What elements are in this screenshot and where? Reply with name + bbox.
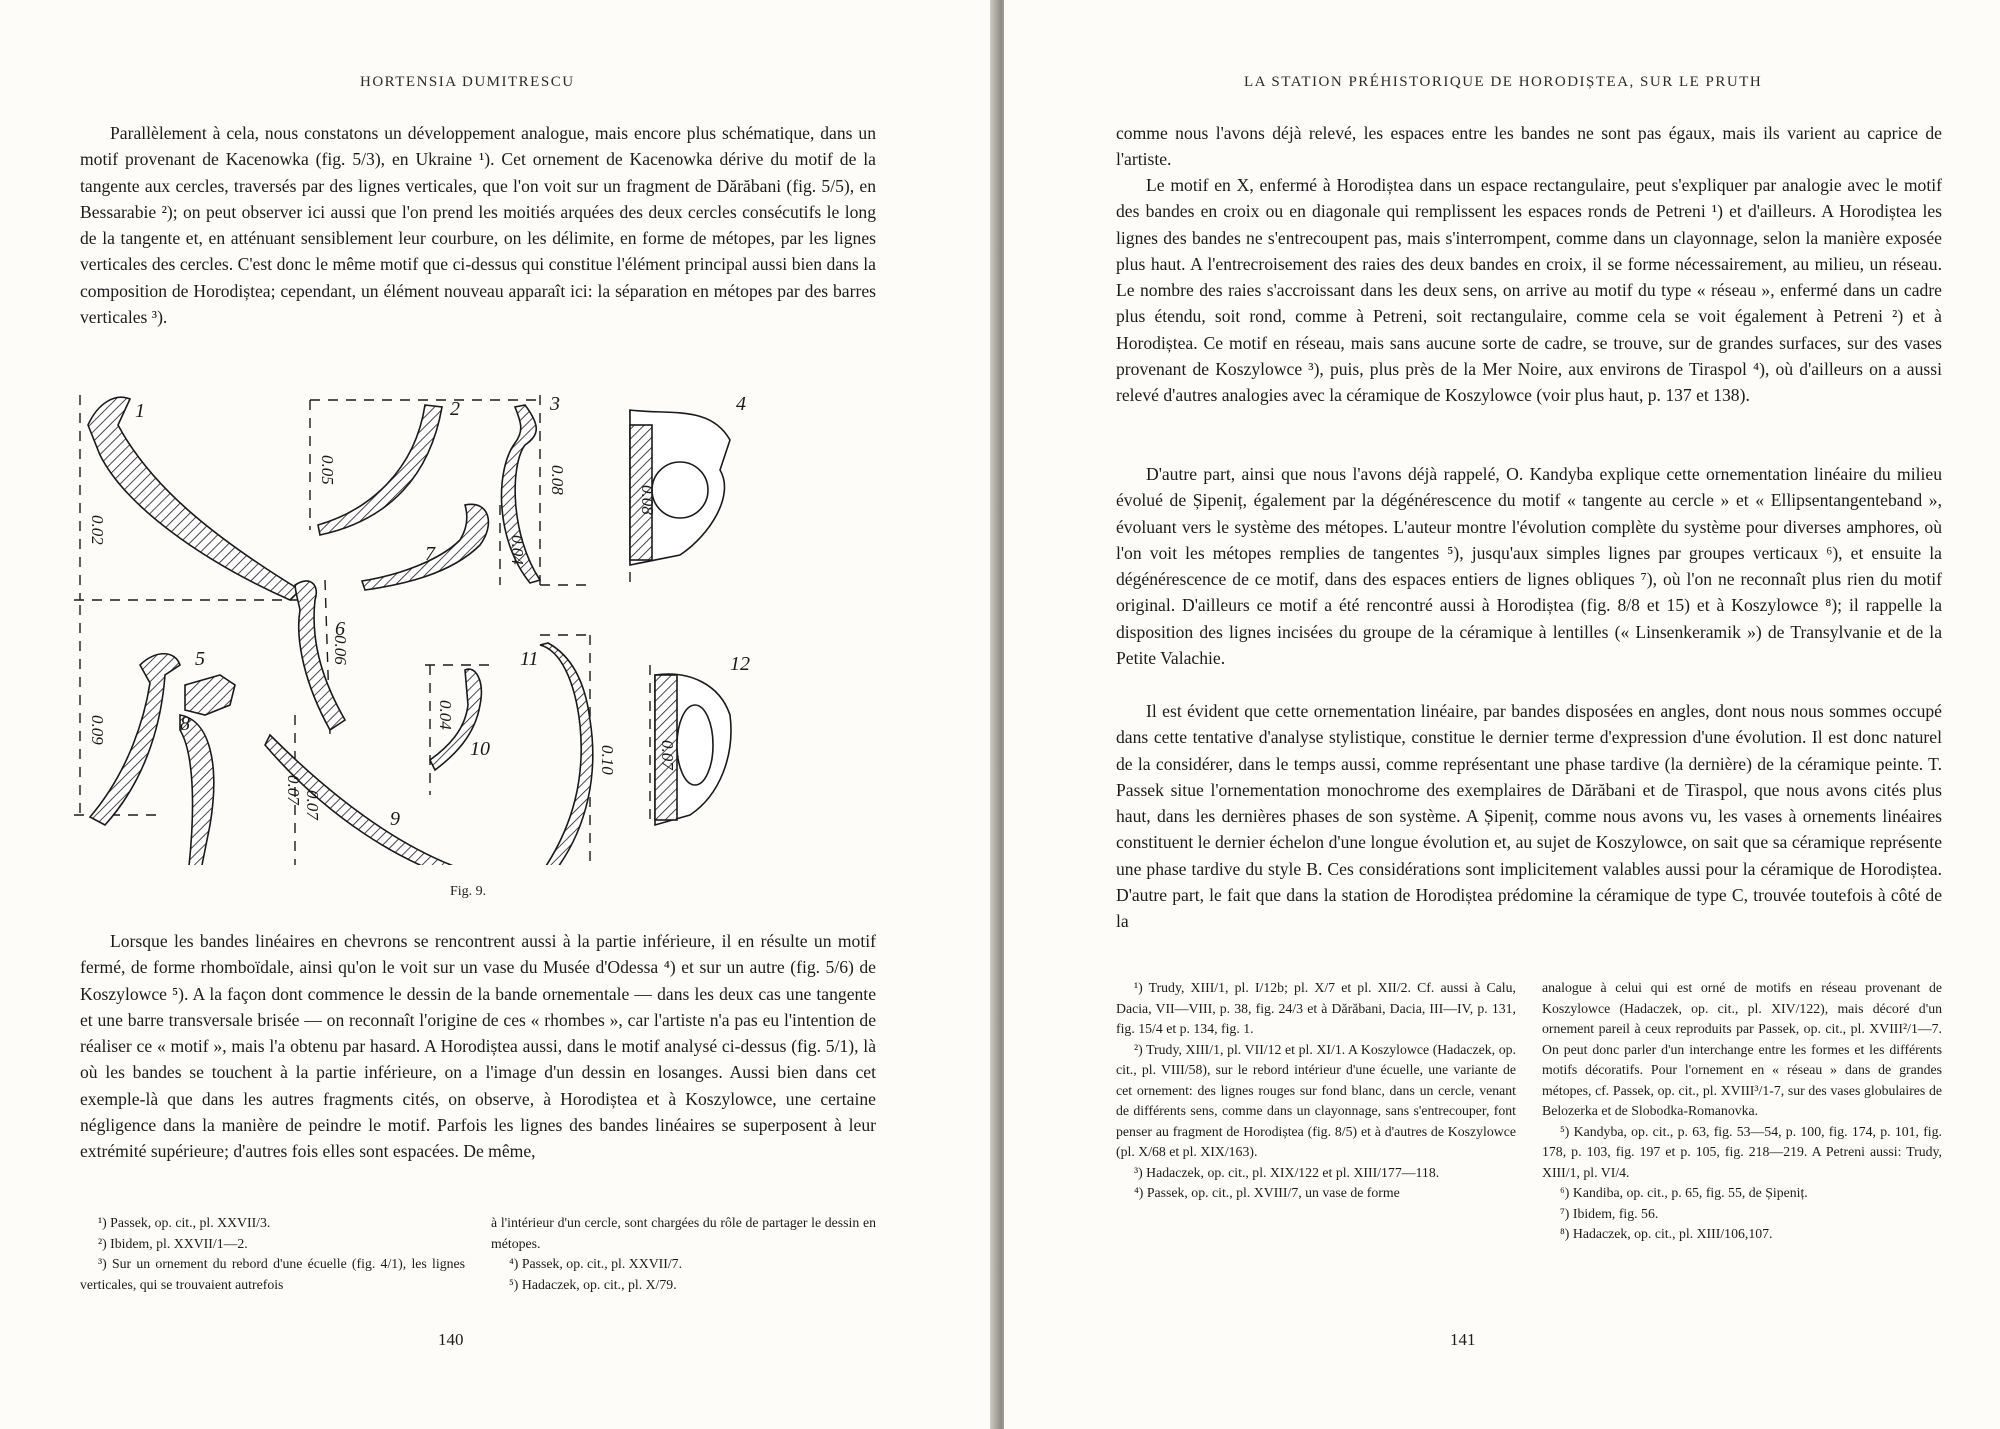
footnote: ⁸) Hadaczek, op. cit., pl. XIII/106,107. — [1560, 1226, 1773, 1241]
footnote: ¹) Trudy, XIII/1, pl. I/12b; pl. X/7 et pl. XII/2. Cf. aussi à Calu, Dacia, VII—VIII, p. 38, fig. 24/3 et à Dărăbani, Dacia, III—IV, p. 131, fig. 15/4 et p. 134, fig. 1. — [1116, 980, 1516, 1036]
left-footnotes-col-2 — [491, 1213, 876, 1295]
footnote: ⁶) Kandiba, op. cit., p. 65, fig. 55, de Șipeniț. — [1560, 1185, 1808, 1200]
figure-9-drawing — [70, 385, 900, 865]
right-paragraph-4-text: Il est évident que cette ornementation linéaire, par bandes disposées en angles, dont nous nous sommes occupé dans cette tentative d'analyse stylistique, constitue le dernier terme d'expression d'une évolution. Il est donc naturel de la considérer, dans le temps aussi, comme représentant une phase tardive (la dernière) de la céramique peinte. T. Passek situe l'ornementation monochrome des exemplaires de Dărăbani et de Tiraspol, que nous avons cités plus haut, dans les dernières phases de son système. A Șipeniț, comme nous avons vu, les vases à ornements linéaires constituent le dernier échelon d'une longue évolution et, au sujet de Koszylowce, on sait que sa céramique représente une phase tardive du style B. Ces considérations sont implicitement valables aussi pour la céramique de Horodiștea. D'autre part, le fait que dans la station de Horodiștea prédomine la céramique de type C, trouvée toutefois à côté de la — [1116, 701, 1942, 932]
footnote: ⁴) Passek, op. cit., pl. XXVII/7. — [509, 1256, 683, 1271]
footnote: ²) Ibidem, pl. XXVII/1—2. — [98, 1235, 248, 1251]
fragment-number: 7 — [425, 543, 435, 565]
sherd-1 — [88, 397, 300, 600]
running-head-right: LA STATION PRÉHISTORIQUE DE HORODIȘTEA, SUR LE PRUTH — [1244, 74, 1763, 90]
running-head-left: HORTENSIA DUMITRESCU — [360, 74, 575, 90]
measurement-label: 0.08 — [548, 465, 567, 495]
fragment-number: 10 — [470, 738, 490, 760]
right-footnotes-col-1 — [1116, 978, 1516, 1245]
fragment-number: 2 — [450, 398, 460, 420]
right-paragraph-4 — [1116, 698, 1942, 935]
measurement-label: 0.09 — [88, 715, 107, 745]
left-footnotes — [80, 1213, 876, 1295]
footnote: ¹) Passek, op. cit., pl. XXVII/3. — [98, 1215, 271, 1230]
measurement-label: 0.06 — [331, 635, 350, 665]
right-paragraph-1: comme nous l'avons déjà relevé, les espaces entre les bandes ne sont pas égaux, mais ils varient au caprice de l'artiste. — [1116, 123, 1942, 170]
fragment-number: 11 — [520, 648, 539, 670]
left-paragraph-1 — [80, 120, 876, 330]
measurement-label: 0.04 — [436, 700, 455, 730]
fragment-number: 6 — [335, 618, 345, 640]
footnote: ⁷) Ibidem, fig. 56. — [1560, 1205, 1659, 1221]
right-footnotes — [1116, 978, 1942, 1245]
footnote: ⁵) Kandyba, op. cit., p. 63, fig. 53—54, p. 100, fig. 174, p. 101, fig. 178, p. 103, fig. 197 et p. 105, fig. 218—219. A Petreni aussi: Trudy, XIII/1, pl. VI/4. — [1542, 1123, 1942, 1180]
fragment-number: 4 — [736, 393, 746, 415]
right-paragraph-2-text: Le motif en X, enfermé à Horodiștea dans un espace rectangulaire, peut s'expliquer par analogie avec le motif des bandes en croix ou en diagonale qui remplissent les espaces ronds de Petreni ¹) et d'ailleurs. A Horodiștea les lignes des bandes ne s'entrecoupent pas, mais s'interrompent, comme dans un clayonnage, selon la manière exposée plus haut. A l'entrecroisement des raies des deux bandes en croix, il se forme nécessairement, au milieu, un réseau. Le nombre des raies s'accroissant dans les deux sens, on arrive au motif du type « réseau », enfermé dans un cadre plus étendu, soit rond, comme à Petreni, soit rectangulaire, comme cela se voit également à Petreni ²) et à Horodiștea. Ce motif en réseau, mais sans aucune sorte de cadre, se trouve, sur de grandes surfaces, sur des vases provenant de Koszylowce ³), puis, plus près de la Mer Noire, aux environs de Tiraspol ⁴), où d'ailleurs on a aussi relevé d'autres analogies avec la céramique de Koszylowce (voir plus haut, p. 137 et 138). — [1116, 175, 1942, 406]
right-paragraph-3 — [1116, 461, 1942, 671]
fragment-number: 9 — [390, 808, 400, 830]
footnote: ²) Trudy, XIII/1, pl. VII/12 et pl. XI/1. A Koszylowce (Hadaczek, op. cit., pl. VIII/58), sur le rebord intérieur d'une écuelle, une variante de cet ornement: des lignes rouges sur fond blanc, dans un cercle, venant de différents sens, comme dans un clayonnage, sans s'entrecouper, font penser au fragment de Horodiștea (fig. 8/5) et à d'autres de Koszylowce (pl. X/68 et pl. XIX/163). — [1116, 1041, 1516, 1159]
left-footnotes-col-1 — [80, 1213, 465, 1295]
sherd-8-top — [185, 675, 235, 715]
measurement-label: 0.08 — [638, 485, 657, 515]
sherd-11 — [540, 643, 593, 865]
right-footnotes-col-2 — [1542, 978, 1942, 1245]
measurement-label: 0.07 — [303, 790, 322, 820]
measurement-label: 0.07 — [284, 775, 303, 805]
footnote: à l'intérieur d'un cercle, sont chargées du rôle de partager le dessin en métopes. — [491, 1215, 876, 1251]
footnote: ³) Hadaczek, op. cit., pl. XIX/122 et pl. XIII/177—118. — [1134, 1164, 1440, 1180]
measurement-label: 0.07 — [658, 740, 677, 770]
footnote: ⁵) Hadaczek, op. cit., pl. X/79. — [509, 1276, 677, 1292]
sherd-12-ellipse — [677, 705, 713, 785]
sherd-4-circle — [652, 462, 708, 518]
fragment-number: 8 — [180, 713, 190, 735]
figure-9 — [70, 385, 900, 865]
fragment-number: 3 — [550, 393, 560, 415]
figure-caption: Fig. 9. — [450, 884, 487, 899]
right-paragraph-3-text: D'autre part, ainsi que nous l'avons déjà rappelé, O. Kandyba explique cette ornementation linéaire du milieu évolué de Șipeniț, également par la dégénérescence du motif « tangente au cercle » et « Ellipsentangenteband », évoluant vers le système des métopes. L'auteur montre l'évolution complète du système pour diverses amphores, où l'on voit les métopes remplies de tangentes ⁵), jusqu'aux simples lignes par groupes verticaux ⁶), et ensuite la dégénérescence de ce motif, dans des espaces entiers de lignes obliques ⁷), où l'on ne reconnaît plus rien du motif original. D'ailleurs ce motif a été rencontré aussi à Horodiștea (fig. 8/8 et 15) et à Koszylowce ⁸); il rappelle la disposition des lignes incisées du groupe de la céramique à lentilles (« Linsenkeramik ») de Transylvanie et de la Petite Valachie. — [1116, 464, 1942, 669]
measurement-label: 0.05 — [318, 455, 337, 485]
page-number-left: 140 — [438, 1330, 464, 1349]
left-paragraph-2-text: Lorsque les bandes linéaires en chevrons se rencontrent aussi à la partie inférieure, il en résulte un motif fermé, de forme rhomboïdale, ainsi qu'on le voit sur un vase du Musée d'Odessa ⁴) et sur un autre (fig. 5/6) de Koszylowce ⁵). A la façon dont commence le dessin de la bande ornementale — dans les deux cas une tangente et une barre transversale brisée — on reconnaît l'origine de ces « rhombes », car l'artiste n'a pas eu l'intention de réaliser ce « motif », mais l'a obtenu par hasard. A Horodiștea aussi, dans le motif analysé ci-dessus (fig. 5/1), là où les bandes se touchent à la partie inférieure, on a l'image d'un dessin en losanges. Aussi bien dans cet exemple-là que dans les autres fragments cités, on observe, à Horodiștea et à Koszylowce, une certaine négligence dans la manière de peindre le motif. Parfois les lignes des bandes linéaires se superposent à leur extrémité supérieure; d'autres fois elles sont espacées. De même, — [80, 931, 876, 1162]
left-paragraph-2 — [80, 928, 876, 1165]
sherd-8 — [180, 715, 214, 865]
footnote: ³) Sur un ornement du rebord d'une écuelle (fig. 4/1), les lignes verticales, qui se trouvaient autrefois — [80, 1256, 465, 1292]
fragment-number: 1 — [135, 400, 145, 422]
measurement-label: 0.04 — [508, 535, 527, 565]
right-page — [1004, 0, 2000, 1429]
fragment-number: 5 — [195, 648, 205, 670]
right-paragraph-2 — [1116, 172, 1942, 409]
footnote: analogue à celui qui est orné de motifs en réseau provenant de Koszylowce (Hadaczek, op. cit., pl. XIV/122), mais décoré d'un ornement pareil à ceux reproduits par Passek, op. cit., pl. XVIII²/1—7. On peut donc parler d'un interchange entre les formes et les différents motifs décoratifs. Pour l'ornement en « réseau » dans de grandes métopes, cf. Passek, op. cit., pl. XVIII³/1-7, sur des vases globulaires de Belozerka et de Slobodka-Romanovka. — [1542, 980, 1942, 1118]
left-paragraph-1-text: Parallèlement à cela, nous constatons un développement analogue, mais encore plus schématique, dans un motif provenant de Kacenowka (fig. 5/3), en Ukraine ¹). Cet ornement de Kacenowka dérive du motif de la tangente aux cercles, traversés par des lignes verticales, que l'on voit sur un fragment de Dărăbani (fig. 5/5), en Bessarabie ²); on peut observer ici aussi que l'on prend les moitiés arquées des deux cercles consécutifs le long de la tangente et, en atténuant sensiblement leur courbure, on les délimite, en forme de métopes, par les lignes verticales des cercles. C'est donc le même motif que ci-dessus qui constitue l'élément principal aussi bien dans la composition de Horodiștea; cependant, un élément nouveau apparaît ici: la séparation en métopes par des barres verticales ³). — [80, 123, 876, 328]
measurement-label: 0.10 — [598, 745, 617, 775]
measurement-label: 0.02 — [88, 515, 107, 545]
left-page — [0, 0, 996, 1429]
page-number-right: 141 — [1450, 1330, 1476, 1349]
footnote: ⁴) Passek, op. cit., pl. XVIII/7, un vase de forme — [1134, 1185, 1400, 1200]
fragment-number: 12 — [730, 653, 750, 675]
